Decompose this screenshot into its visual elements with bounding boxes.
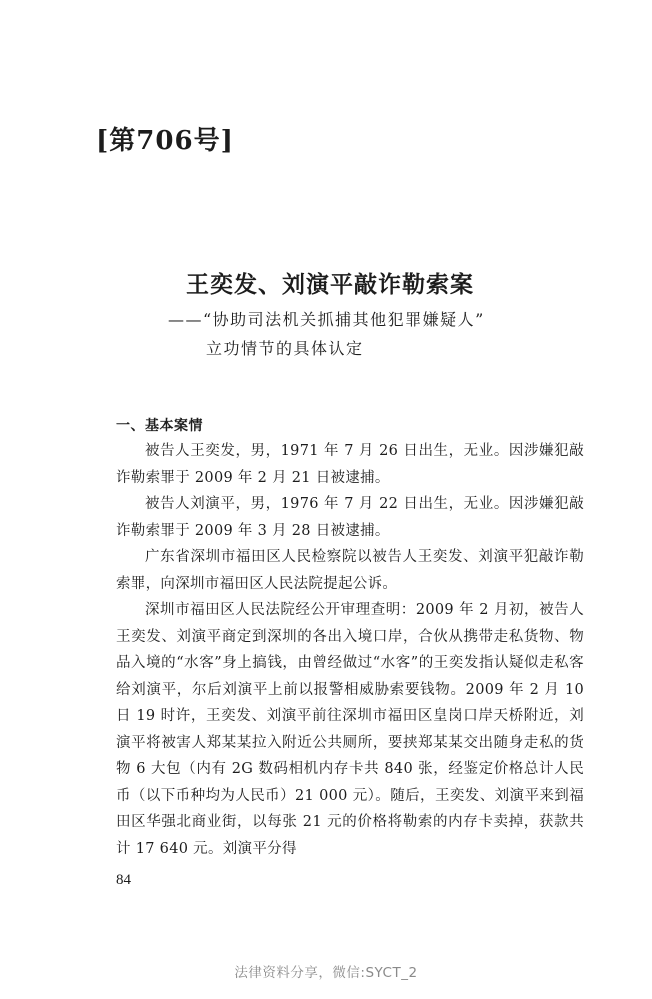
- page-number: 84: [116, 872, 131, 888]
- case-subtitle-continuation: 立功情节的具体认定: [206, 339, 364, 358]
- case-subtitle: ——“协助司法机关抓捕其他犯罪嫌疑人”: [168, 310, 485, 329]
- section-heading: 一、基本案情: [116, 418, 203, 434]
- body-text: [116, 414, 584, 862]
- case-number: [第706号]: [96, 126, 234, 156]
- case-title: 王奕发、刘演平敲诈勒索案: [186, 271, 474, 298]
- title-block: [0, 266, 652, 359]
- paragraph: 深圳市福田区人民法院经公开审理查明：2009 年 2 月初，被告人王奕发、刘演平商定到深圳的各出入境口岸，合伙从携带走私货物、物品入境的“水客”身上搞钱，由曾经做过“水客”的王奕发指认疑似走私客给刘演平，尔后刘演平上前以报警相威胁索要钱物。2009 年 2 月 10 日 19 时许，王奕发、刘演平前往深圳市福田区皇岗口岸天桥附近，刘演平将被害人郑某某拉入附近公共厕所，要挟郑某某交出随身走私的货物 6 大包（内有 2G 数码相机内存卡共 840 张，经鉴定价格总计人民币（以下币种均为人民币）21 000 元）。随后，王奕发、刘演平来到福田区华强北商业街，以每张 21 元的价格将勒索的内存卡卖掉，获款共计 17 640 元。刘演平分得: [116, 602, 584, 857]
- paragraph: 广东省深圳市福田区人民检察院以被告人王奕发、刘演平犯敲诈勒索罪，向深圳市福田区人民法院提起公诉。: [116, 549, 584, 592]
- paragraph: 被告人刘演平，男，1976 年 7 月 22 日出生，无业。因涉嫌犯敲诈勒索罪于 2009 年 3 月 28 日被逮捕。: [116, 496, 584, 539]
- watermark: 法律资料分享，微信:SYCT_2: [234, 965, 418, 981]
- paragraph: 被告人王奕发，男，1971 年 7 月 26 日出生，无业。因涉嫌犯敲诈勒索罪于 2009 年 2 月 21 日被逮捕。: [116, 443, 584, 486]
